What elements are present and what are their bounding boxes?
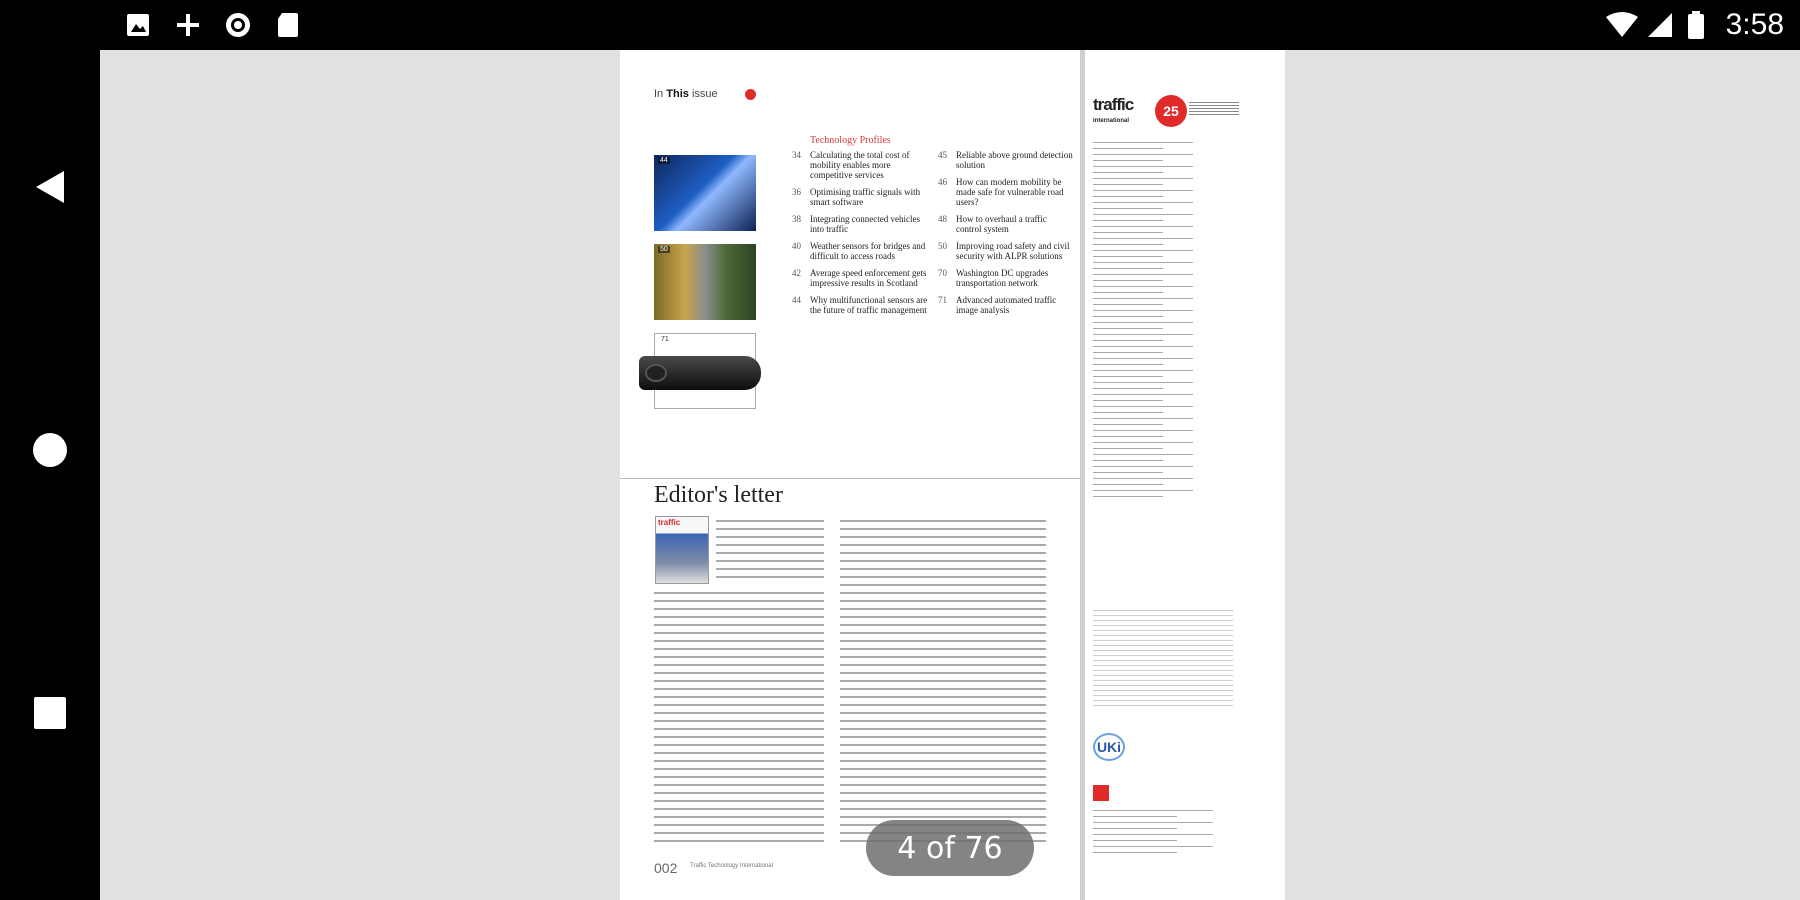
- navigation-bar: [0, 50, 100, 900]
- thumbnail-number: 50: [660, 246, 668, 253]
- toc-entry: 70 Washington DC upgrades transportation network: [938, 268, 1049, 288]
- masthead-logo: traffic: [1093, 95, 1134, 114]
- recents-square-icon: [34, 697, 66, 729]
- article-thumbnail: [654, 155, 756, 231]
- thumbnail-number: 44: [660, 157, 668, 164]
- editor-letter-column-1: [716, 520, 824, 584]
- editor-letter-column-2: [840, 520, 1046, 848]
- camera-image: [639, 356, 761, 390]
- badge-caption: [1189, 102, 1239, 116]
- status-bar: [0, 0, 1800, 50]
- toc-entry: 34 Calculating the total cost of mobility enables more competitive services: [792, 150, 910, 180]
- footer-journal: Traffic Technology International: [690, 863, 773, 869]
- cellular-signal-icon: [1646, 11, 1674, 39]
- toc-entry: 50 Improving road safety and civil security with ALPR solutions: [938, 241, 1070, 261]
- page-number: 002: [654, 860, 678, 876]
- masthead-sublogo: international: [1093, 118, 1130, 124]
- square-icon: [1093, 785, 1109, 801]
- toc-entry: 38 Integrating connected vehicles into traffic: [792, 214, 920, 234]
- toc-entry: 48 How to overhaul a traffic control system: [938, 214, 1047, 234]
- toc-entry: 44 Why multifunctional sensors are the future of traffic management: [792, 295, 928, 315]
- sd-card-icon: [274, 11, 302, 39]
- cover-logo: traffic: [658, 518, 681, 527]
- toc-entry: 42 Average speed enforcement gets impressive results in Scotland: [792, 268, 927, 288]
- in-this-issue-header: In This issue: [654, 88, 718, 100]
- toc-column: [792, 150, 932, 322]
- editor-letter-title: Editor's letter: [654, 482, 783, 508]
- back-button[interactable]: [26, 163, 74, 211]
- anniversary-badge: 25: [1155, 95, 1187, 127]
- toc-entry: 46 How can modern mobility be made safe for vulnerable road users?: [938, 177, 1064, 207]
- legal-text: [1093, 610, 1233, 710]
- recents-button[interactable]: [26, 689, 74, 737]
- thumbnail-number: 71: [661, 336, 669, 343]
- issue-dot-icon: [745, 89, 756, 100]
- home-circle-icon: [32, 432, 68, 468]
- plus-icon: [174, 11, 202, 39]
- partner-logo: UKi: [1093, 733, 1125, 761]
- clock: 3:58: [1725, 8, 1784, 41]
- back-triangle-icon: [34, 169, 66, 205]
- editor-letter-column-1-body: [654, 592, 824, 848]
- toc-entry: 45 Reliable above ground detection solution: [938, 150, 1073, 170]
- masthead-credits: [1093, 142, 1193, 502]
- article-thumbnail: [654, 244, 756, 320]
- document-viewer[interactable]: [100, 50, 1800, 900]
- circle-icon: [224, 11, 252, 39]
- toc-column: [938, 150, 1073, 322]
- toc-entry: 36 Optimising traffic signals with smart software: [792, 187, 921, 207]
- toc-entry: 71 Advanced automated traffic image analysis: [938, 295, 1057, 315]
- article-thumbnail: [654, 333, 756, 409]
- section-heading: Technology Profiles: [810, 135, 891, 146]
- left-page[interactable]: [620, 50, 1080, 900]
- page-indicator: 4 of 76: [866, 820, 1034, 876]
- right-page[interactable]: [1085, 50, 1285, 900]
- publisher-text: [1093, 810, 1213, 858]
- section-divider: [620, 478, 1080, 479]
- toc-entry: 40 Weather sensors for bridges and difficult to access roads: [792, 241, 926, 261]
- magazine-cover-thumbnail: [655, 516, 709, 584]
- image-icon: [124, 11, 152, 39]
- home-button[interactable]: [26, 426, 74, 474]
- battery-icon: [1686, 11, 1706, 39]
- wifi-icon: [1604, 11, 1640, 39]
